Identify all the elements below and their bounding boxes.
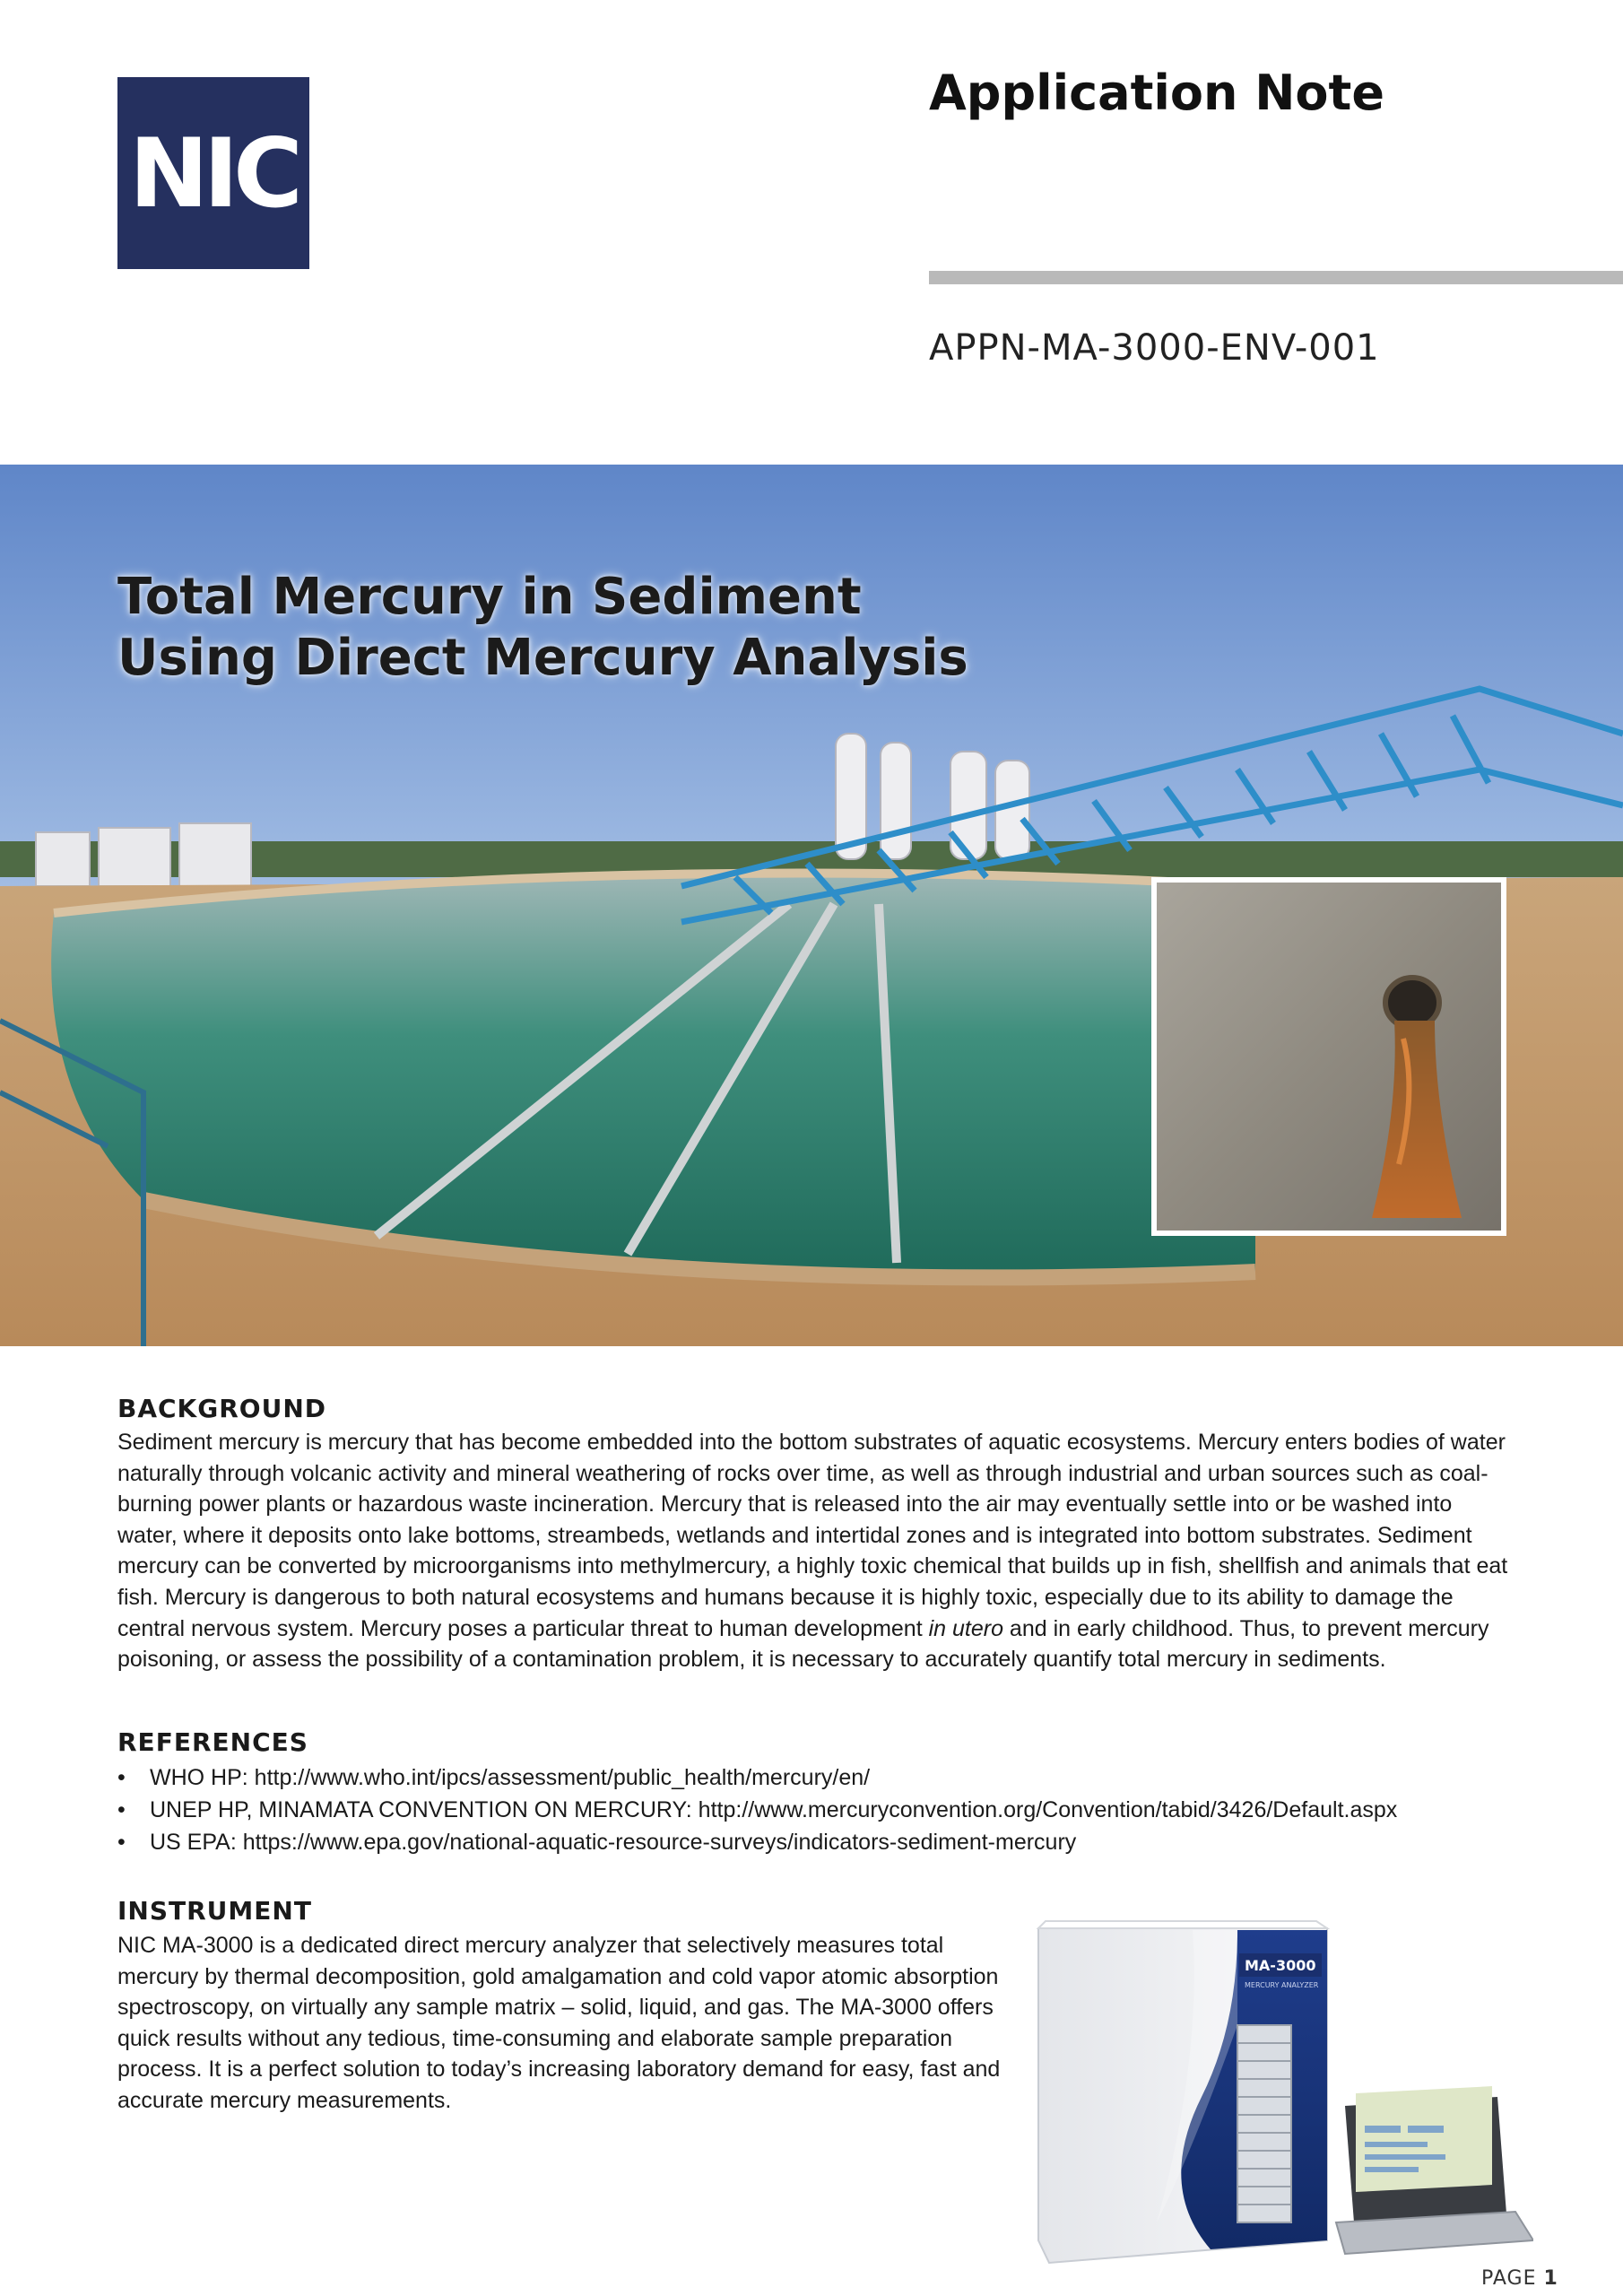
page-number bbox=[1481, 2267, 1558, 2290]
document-type-title: Application Note bbox=[929, 65, 1384, 121]
page-number-value: 1 bbox=[1543, 2267, 1558, 2290]
hero-title bbox=[117, 567, 968, 689]
reference-item bbox=[117, 1794, 1397, 1826]
background-text-italic: in utero bbox=[928, 1615, 1003, 1641]
hero-title-line-2: Using Direct Mercury Analysis bbox=[117, 629, 968, 687]
background-heading: BACKGROUND bbox=[117, 1394, 327, 1423]
background-paragraph bbox=[117, 1427, 1509, 1675]
references-heading: REFERENCES bbox=[117, 1727, 308, 1757]
bullet: • bbox=[117, 1830, 126, 1855]
logo-text: NIC bbox=[129, 117, 298, 229]
header-divider bbox=[929, 271, 1623, 284]
instrument-paragraph: NIC MA-3000 is a dedicated direct mercury analyzer that selectively measures total mercury by thermal decomposition, gold amalgamation and cold vapor atomic absorption spectroscopy, on virtually any sample matrix – solid, liquid, and gas. The MA-3000 offers quick results without any tedious, time-consuming and elaborate sample preparation process. It is a perfect solution to today’s increasing laboratory demand for easy, fast and accurate mercury measurements. bbox=[117, 1933, 1001, 2113]
bullet: • bbox=[117, 1765, 126, 1790]
reference-item bbox=[117, 1761, 1397, 1794]
reference-text[interactable]: US EPA: https://www.epa.gov/national-aquatic-resource-surveys/indicators-sediment-mercury bbox=[150, 1830, 1077, 1855]
nic-logo bbox=[117, 77, 309, 269]
instrument-image bbox=[1031, 1918, 1533, 2276]
reference-text[interactable]: WHO HP: http://www.who.int/ipcs/assessment/public_health/mercury/en/ bbox=[150, 1765, 871, 1790]
device-sublabel: MERCURY ANALYZER bbox=[1245, 1981, 1319, 1989]
page-label: PAGE bbox=[1481, 2267, 1537, 2290]
background-text-end: and in early childhood. Thus, to prevent mercury poisoning, or assess the possibility of a contamination problem, it is necessary to accurately quantify total mercury in sediments. bbox=[117, 1615, 1489, 1673]
instrument-heading: INSTRUMENT bbox=[117, 1896, 312, 1926]
bullet: • bbox=[117, 1797, 126, 1822]
reference-text[interactable]: UNEP HP, MINAMATA CONVENTION ON MERCURY: http://www.mercuryconvention.org/Convention/tabid/3426/Default.aspx bbox=[150, 1797, 1398, 1822]
reference-item bbox=[117, 1826, 1397, 1858]
hero-title-line-1: Total Mercury in Sediment bbox=[117, 568, 862, 626]
document-code: APPN-MA-3000-ENV-001 bbox=[929, 327, 1380, 369]
device-label: MA-3000 bbox=[1245, 1957, 1316, 1974]
references-list bbox=[117, 1761, 1397, 1858]
background-text-start: Sediment mercury is mercury that has become embedded into the bottom substrates of aquatic ecosystems. Mercury enters bodies of water naturally through volcanic activity and mineral weathering of rocks over time, as well as through industrial and urban sources such as coal-burning power plants or hazardous waste incineration. Mercury that is released into the air may eventually settle into or be washed into water, where it deposits onto lake bottoms, streambeds, wetlands and intertidal zones and is integrated into bottom substrates. Sediment mercury can be converted by microorganisms into methylmercury, a highly toxic chemical that builds up in fish, shellfish and animals that eat fish. Mercury is dangerous to both natural ecosystems and humans because it is highly toxic, especially due to its ability to damage the central nervous system. Mercury poses a particular threat to human development bbox=[117, 1430, 1508, 1641]
